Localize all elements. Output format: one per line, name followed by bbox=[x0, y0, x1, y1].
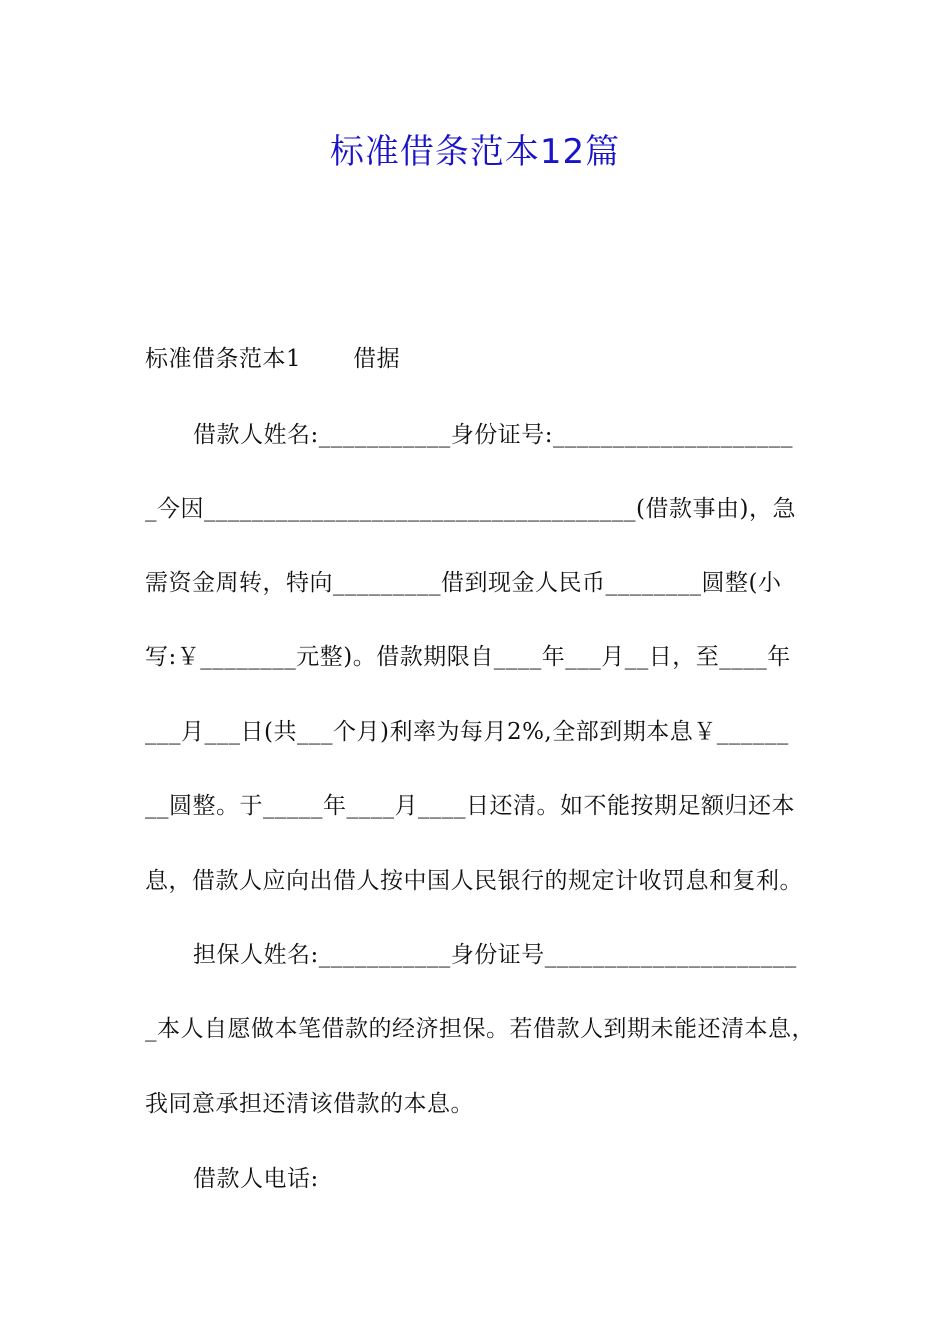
body-line: ___月___日(共___个月)利率为每月2%,全部到期本息￥______ bbox=[145, 719, 789, 745]
borrower-name-line: 借款人姓名:___________身份证号:____________________ bbox=[193, 422, 793, 448]
body-line: 息，借款人应向出借人按中国人民银行的规定计收罚息和复利。 bbox=[145, 868, 803, 894]
body-line: 需资金周转，特向_________借到现金人民币________圆整(小 bbox=[145, 570, 782, 596]
body-line: __圆整。于_____年____月____日还清。如不能按期足额归还本 bbox=[145, 793, 795, 819]
section-heading: 标准借条范本1 bbox=[145, 346, 302, 372]
borrower-phone-line: 借款人电话: bbox=[193, 1166, 319, 1192]
document-title: 标准借条范本12篇 bbox=[329, 132, 621, 172]
body-line: _今因____________________________________(借款事由)，急 bbox=[145, 496, 796, 522]
body-line: 写:￥________元整)。借款期限自____年___月__日，至____年 bbox=[145, 644, 791, 670]
body-line: 我同意承担还清该借款的本息。 bbox=[145, 1091, 474, 1117]
section-heading-line bbox=[145, 342, 815, 376]
section-subheading: 借据 bbox=[353, 346, 401, 372]
body-line: _本人自愿做本笔借款的经济担保。若借款人到期未能还清本息， bbox=[145, 1016, 815, 1042]
guarantor-name-line: 担保人姓名:___________身份证号_____________________ bbox=[193, 942, 797, 968]
